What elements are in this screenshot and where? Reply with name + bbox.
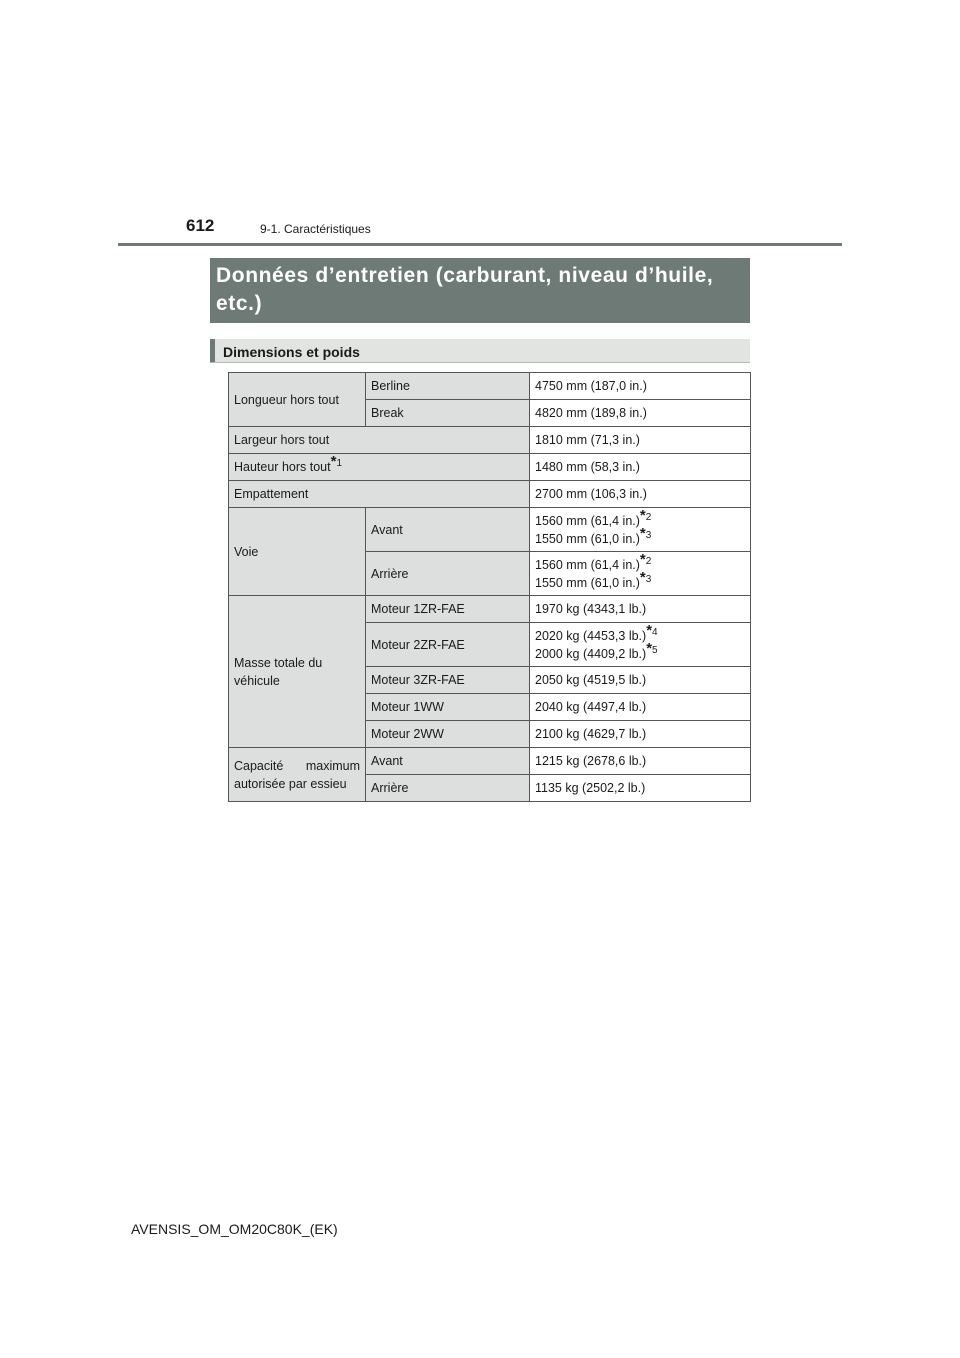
- sub-label-tread-front: Avant: [366, 508, 530, 552]
- page-title-line2: etc.): [216, 292, 263, 315]
- label-line: Capacité maximum: [234, 758, 360, 773]
- footnote-number: 5: [652, 644, 658, 656]
- value-line: [535, 524, 745, 548]
- value-wheelbase: 2700 mm (106,3 in.): [530, 481, 751, 508]
- table-row: [229, 508, 751, 552]
- value-text: 1560 mm (61,4 in.): [535, 557, 640, 572]
- value-tread-rear: [530, 552, 751, 596]
- footnote-number: 4: [652, 626, 658, 638]
- row-label-gross-weight: [229, 596, 366, 748]
- sub-label-axle-rear: Arrière: [366, 775, 530, 802]
- value-length-sedan: 4750 mm (187,0 in.): [530, 373, 751, 400]
- table-row: [229, 373, 751, 400]
- footnote-number: 1: [336, 458, 342, 469]
- footnote-marker: *1: [330, 453, 342, 470]
- sub-label-tread-rear: Arrière: [366, 552, 530, 596]
- table-row: [229, 481, 751, 508]
- value-line: [535, 568, 745, 592]
- value-engine-2zr: [530, 623, 751, 667]
- value-engine-2ww: 2100 kg (4629,7 lb.): [530, 721, 751, 748]
- footnote-marker: *3: [639, 568, 652, 586]
- value-axle-rear: 1135 kg (2502,2 lb.): [530, 775, 751, 802]
- sub-label-wagon: Break: [366, 400, 530, 427]
- value-text: 2000 kg (4409,2 lb.): [535, 646, 647, 661]
- footnote-marker: *2: [639, 550, 652, 568]
- value-text: 1550 mm (61,0 in.): [535, 531, 640, 546]
- footnote-number: 3: [645, 573, 652, 585]
- row-label-width: Largeur hors tout: [229, 427, 530, 454]
- subsection-heading: [210, 339, 750, 363]
- value-length-wagon: 4820 mm (189,8 in.): [530, 400, 751, 427]
- value-engine-1zr: 1970 kg (4343,1 lb.): [530, 596, 751, 623]
- footnote-number: 2: [645, 555, 652, 567]
- row-label-tread: Voie: [229, 508, 366, 596]
- header-rule: [118, 243, 842, 246]
- value-engine-1ww: 2040 kg (4497,4 lb.): [530, 694, 751, 721]
- footer-doc-code: AVENSIS_OM_OM20C80K_(EK): [131, 1221, 338, 1237]
- sub-label-engine-3zr: Moteur 3ZR-FAE: [366, 667, 530, 694]
- sub-label-engine-2ww: Moteur 2WW: [366, 721, 530, 748]
- value-tread-front: [530, 508, 751, 552]
- label-line: véhicule: [234, 673, 280, 688]
- footnote-number: 2: [645, 511, 652, 523]
- sub-label-sedan: Berline: [366, 373, 530, 400]
- sub-label-axle-front: Avant: [366, 748, 530, 775]
- footnote-marker: *4: [646, 621, 658, 639]
- row-label-height: [229, 454, 530, 481]
- footnote-marker: *2: [639, 506, 652, 524]
- dimensions-table: [228, 372, 751, 802]
- sub-label-engine-2zr: Moteur 2ZR-FAE: [366, 623, 530, 667]
- row-label-wheelbase: Empattement: [229, 481, 530, 508]
- footnote-marker: *5: [646, 639, 658, 657]
- sub-label-engine-1zr: Moteur 1ZR-FAE: [366, 596, 530, 623]
- value-axle-front: 1215 kg (2678,6 lb.): [530, 748, 751, 775]
- label-line: autorisée par essieu: [234, 776, 347, 791]
- page-title: [210, 258, 750, 323]
- value-text: 1550 mm (61,0 in.): [535, 575, 640, 590]
- table-row: [229, 427, 751, 454]
- footnote-number: 3: [645, 529, 652, 541]
- value-text: 1560 mm (61,4 in.): [535, 513, 640, 528]
- footnote-marker: *3: [639, 524, 652, 542]
- page-number: 612: [186, 216, 215, 235]
- row-label-axle-capacity: [229, 748, 366, 802]
- table-row: [229, 454, 751, 481]
- value-height: 1480 mm (58,3 in.): [530, 454, 751, 481]
- value-line: [535, 639, 745, 663]
- table-row: [229, 748, 751, 775]
- value-line: [535, 621, 745, 645]
- height-label-text: Hauteur hors tout: [234, 460, 331, 474]
- subsection-title: Dimensions et poids: [223, 344, 360, 360]
- value-width: 1810 mm (71,3 in.): [530, 427, 751, 454]
- page-title-line1: Données d’entretien (carburant, niveau d’huile,: [216, 264, 714, 287]
- sub-label-engine-1ww: Moteur 1WW: [366, 694, 530, 721]
- section-label: 9-1. Caractéristiques: [260, 222, 371, 236]
- row-label-length: Longueur hors tout: [229, 373, 366, 427]
- subsection-bar: [210, 339, 215, 362]
- value-engine-3zr: 2050 kg (4519,5 lb.): [530, 667, 751, 694]
- table-row: [229, 596, 751, 623]
- value-text: 2020 kg (4453,3 lb.): [535, 628, 647, 643]
- label-line: Masse totale du: [234, 655, 323, 670]
